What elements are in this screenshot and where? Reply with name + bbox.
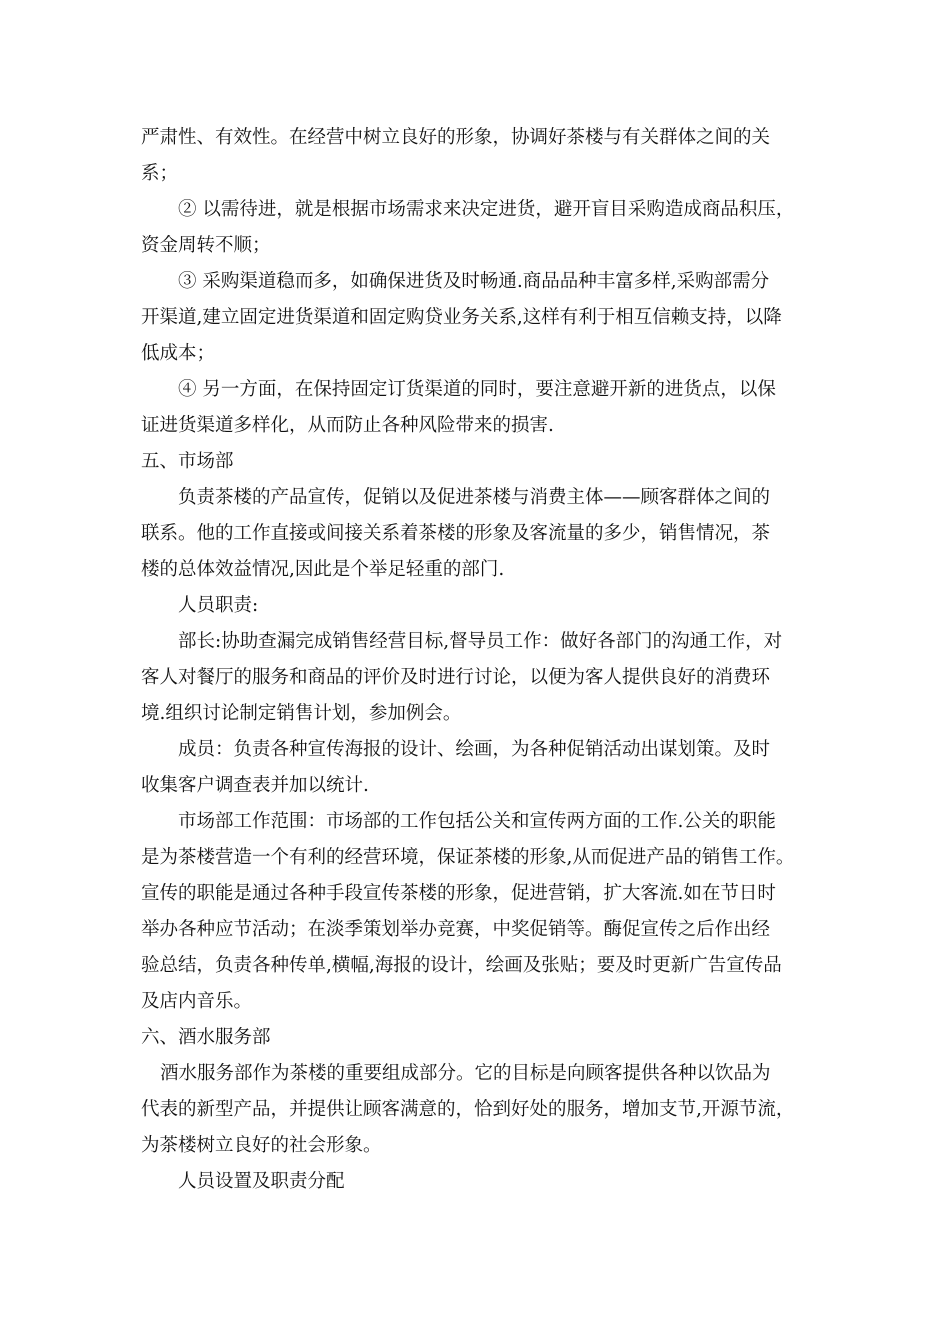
section-heading: 六、酒水服务部 xyxy=(141,1027,271,1048)
text-line: ③ 采购渠道稳而多，如确保进货及时畅通.商品品种丰富多样,采购部需分 xyxy=(178,271,770,292)
text-line: 人员设置及职责分配 xyxy=(178,1171,345,1192)
text-line: 低成本； xyxy=(141,343,216,364)
text-line: 客人对餐厅的服务和商品的评价及时进行讨论，以便为客人提供良好的消费环 xyxy=(141,667,771,688)
text-line: 系； xyxy=(141,163,179,184)
paragraph-8 xyxy=(141,732,821,804)
text-line: 收集客户调查表并加以统计. xyxy=(141,775,369,796)
text-line: 严肃性、有效性。在经营中树立良好的形象，协调好茶楼与有关群体之间的关 xyxy=(141,127,771,148)
text-line: 是为茶楼营造一个有利的经营环境，保证茶楼的形象,从而促进产品的销售工作。 xyxy=(141,847,795,868)
section-heading-beverage xyxy=(141,1020,821,1056)
paragraph-10 xyxy=(141,1056,821,1164)
text-line: 部长:协助查漏完成销售经营目标,督导员工作：做好各部门的沟通工作，对 xyxy=(178,631,783,652)
text-line: 资金周转不顺； xyxy=(141,235,271,256)
text-line: 宣传的职能是通过各种手段宣传茶楼的形象，促进营销，扩大客流.如在节日时 xyxy=(141,883,776,904)
text-line: ④ 另一方面，在保持固定订货渠道的同时，要注意避开新的进货点，以保 xyxy=(178,379,776,400)
paragraph-6 xyxy=(141,588,821,624)
paragraph-9 xyxy=(141,804,821,1020)
paragraph-11 xyxy=(141,1164,821,1200)
section-heading: 五、市场部 xyxy=(141,451,234,472)
text-line: 楼的总体效益情况,因此是个举足轻重的部门. xyxy=(141,559,505,580)
paragraph-1 xyxy=(141,120,821,192)
text-line: 负责茶楼的产品宣传，促销以及促进茶楼与消费主体——顾客群体之间的 xyxy=(178,487,771,508)
text-line: 验总结，负责各种传单,横幅,海报的设计，绘画及张贴；要及时更新广告宣传品 xyxy=(141,955,782,976)
text-line: 为茶楼树立良好的社会形象。 xyxy=(141,1135,382,1156)
paragraph-3 xyxy=(141,264,821,372)
text-line: ② 以需待进，就是根据市场需求来决定进货，避开盲目采购造成商品积压， xyxy=(178,199,795,220)
text-line: 开渠道,建立固定进货渠道和固定购贷业务关系,这样有利于相互信赖支持，以降 xyxy=(141,307,782,328)
paragraph-5 xyxy=(141,480,821,588)
text-line: 及店内音乐。 xyxy=(141,991,253,1012)
paragraph-2 xyxy=(141,192,821,264)
text-line: 人员职责: xyxy=(178,595,259,616)
paragraph-7 xyxy=(141,624,821,732)
text-line: 联系。他的工作直接或间接关系着茶楼的形象及客流量的多少，销售情况，茶 xyxy=(141,523,771,544)
section-heading-marketing xyxy=(141,444,821,480)
text-line: 代表的新型产品，并提供让顾客满意的，恰到好处的服务，增加支节,开源节流， xyxy=(141,1099,795,1120)
paragraph-4 xyxy=(141,372,821,444)
text-line: 市场部工作范围：市场部的工作包括公关和宣传两方面的工作.公关的职能 xyxy=(178,811,776,832)
text-line: 酒水服务部作为茶楼的重要组成部分。它的目标是向顾客提供各种以饮品为 xyxy=(160,1063,771,1084)
text-line: 证进货渠道多样化，从而防止各种风险带来的损害. xyxy=(141,415,554,436)
text-line: 成员：负责各种宣传海报的设计、绘画，为各种促销活动出谋划策。及时 xyxy=(178,739,771,760)
text-line: 境.组织讨论制定销售计划，参加例会。 xyxy=(141,703,462,724)
text-line: 举办各种应节活动；在淡季策划举办竞赛，中奖促销等。酶促宣传之后作出经 xyxy=(141,919,771,940)
